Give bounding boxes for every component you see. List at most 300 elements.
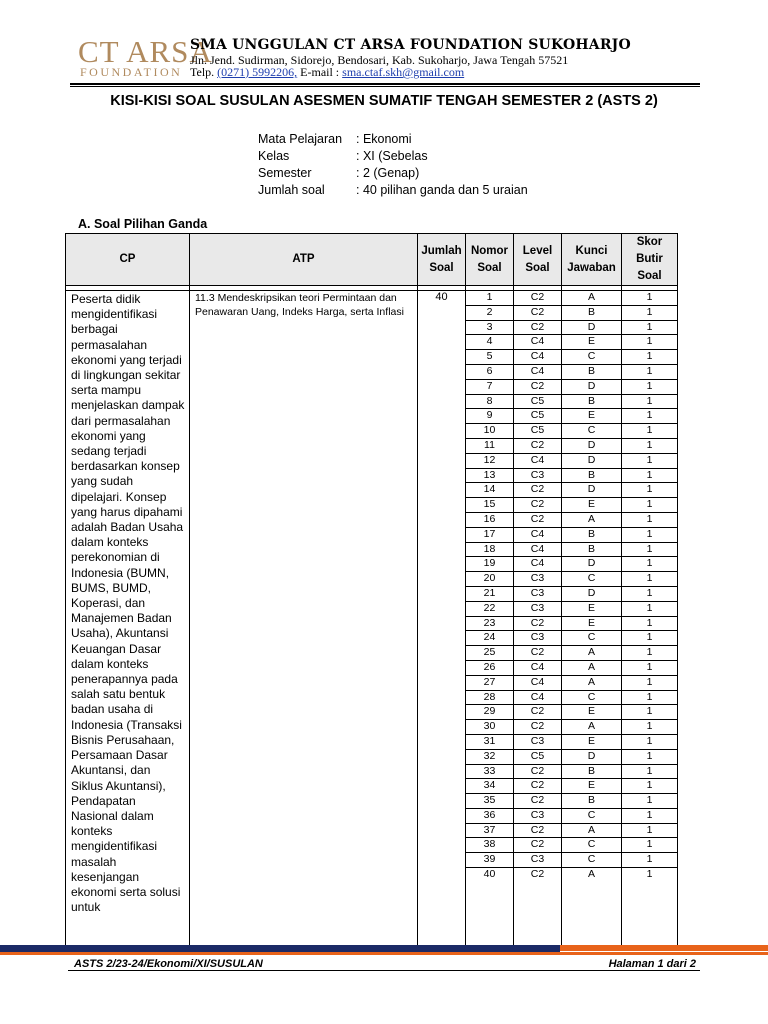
kunci-jawaban-cell: D — [562, 483, 621, 498]
skor-cell: 1 — [622, 586, 677, 601]
kunci-jawaban-cell: A — [562, 291, 621, 305]
table-row — [466, 335, 513, 350]
table-row — [622, 394, 677, 409]
table-row — [514, 498, 561, 513]
table-row — [562, 364, 621, 379]
nomor-soal-cell: 36 — [466, 808, 513, 823]
table-row — [622, 734, 677, 749]
level-soal-cell: C3 — [514, 468, 561, 483]
level-soal-cell: C3 — [514, 853, 561, 868]
atp-cell: 11.3 Mendeskripsikan teori Permintaan dan Penawaran Uang, Indeks Harga, serta Inflasi — [190, 291, 418, 947]
table-row — [562, 838, 621, 853]
kunci-jawaban-cell: D — [562, 320, 621, 335]
nomor-soal-cell: 11 — [466, 438, 513, 453]
table-row — [514, 572, 561, 587]
nomor-soal-cell: 25 — [466, 646, 513, 661]
table-row — [562, 631, 621, 646]
table-row — [562, 823, 621, 838]
header-cp: CP — [66, 234, 190, 286]
table-row — [622, 512, 677, 527]
table-row — [622, 527, 677, 542]
table-row — [622, 631, 677, 646]
level-soal-cell: C2 — [514, 794, 561, 809]
table-row — [514, 705, 561, 720]
table-row — [514, 734, 561, 749]
table-row — [562, 424, 621, 439]
nomor-soal-cell: 30 — [466, 720, 513, 735]
table-row — [562, 586, 621, 601]
table-row — [622, 291, 677, 305]
table-row — [562, 646, 621, 661]
skor-cell: 1 — [622, 394, 677, 409]
skor-cell: 1 — [622, 794, 677, 809]
table-row — [622, 838, 677, 853]
level-soal-cell: C2 — [514, 512, 561, 527]
level-soal-cell: C3 — [514, 586, 561, 601]
table-row — [562, 320, 621, 335]
jumlah-soal-cell: 40 — [418, 291, 466, 947]
table-row — [514, 291, 561, 305]
table-row — [622, 749, 677, 764]
table-row — [562, 291, 621, 305]
table-row — [466, 868, 513, 882]
nomor-soal-cell: 3 — [466, 320, 513, 335]
table-row — [562, 705, 621, 720]
table-row — [562, 690, 621, 705]
table-row — [466, 660, 513, 675]
table-row — [514, 557, 561, 572]
nomor-soal-cell: 40 — [483, 868, 496, 881]
table-row — [622, 409, 677, 424]
kunci-list — [562, 291, 621, 882]
table-row — [514, 512, 561, 527]
nomor-soal-cell: 28 — [466, 690, 513, 705]
kunci-jawaban-cell: E — [562, 409, 621, 424]
nomor-soal-cell: 31 — [466, 734, 513, 749]
kunci-column — [562, 291, 622, 947]
table-row — [622, 601, 677, 616]
table-row — [466, 468, 513, 483]
table-row — [466, 720, 513, 735]
nomor-soal-cell: 20 — [466, 572, 513, 587]
table-row — [466, 320, 513, 335]
footer-bar-thin — [0, 952, 768, 955]
level-soal-cell: C5 — [514, 394, 561, 409]
kunci-jawaban-cell: D — [562, 438, 621, 453]
table-row — [514, 868, 561, 882]
info-value: : 40 pilihan ganda dan 5 uraian — [356, 183, 528, 197]
table-row — [466, 379, 513, 394]
table-row — [562, 379, 621, 394]
info-label: Kelas — [258, 149, 290, 163]
nomor-soal-cell: 39 — [466, 853, 513, 868]
table-row — [622, 794, 677, 809]
level-soal-cell: C2 — [514, 705, 561, 720]
nomor-soal-cell: 4 — [466, 335, 513, 350]
kunci-jawaban-cell: A — [562, 660, 621, 675]
info-label: Mata Pelajaran — [258, 132, 343, 146]
info-value: : XI (Sebelas — [356, 149, 428, 163]
table-row — [466, 631, 513, 646]
skor-cell: 1 — [622, 379, 677, 394]
phone-link[interactable]: (0271) 5992206, — [217, 65, 298, 79]
table-row — [562, 453, 621, 468]
table-row — [622, 616, 677, 631]
skor-cell: 1 — [622, 838, 677, 853]
nomor-soal-cell: 29 — [466, 705, 513, 720]
table-row — [514, 646, 561, 661]
table-row — [466, 601, 513, 616]
skor-cell: 1 — [622, 409, 677, 424]
table-row — [466, 453, 513, 468]
level-soal-cell: C2 — [514, 779, 561, 794]
table-row — [514, 409, 561, 424]
table-row — [622, 720, 677, 735]
nomor-soal-cell: 24 — [466, 631, 513, 646]
skor-cell: 1 — [622, 468, 677, 483]
table-row — [466, 808, 513, 823]
kunci-jawaban-cell: C — [562, 572, 621, 587]
header-nomor-soal: Nomor Soal — [466, 234, 514, 286]
table-row — [622, 586, 677, 601]
table-row — [562, 808, 621, 823]
skor-cell: 1 — [622, 660, 677, 675]
table-row — [622, 557, 677, 572]
table-row — [622, 424, 677, 439]
nomor-soal-cell: 6 — [466, 364, 513, 379]
table-row — [466, 542, 513, 557]
kunci-jawaban-cell: B — [562, 527, 621, 542]
table-row — [466, 586, 513, 601]
kunci-jawaban-cell: B — [562, 468, 621, 483]
footer-rule — [68, 970, 700, 971]
table-row — [466, 749, 513, 764]
table-row — [622, 690, 677, 705]
table-row — [514, 364, 561, 379]
footer-bar-blue — [0, 945, 560, 952]
kunci-jawaban-cell: E — [562, 779, 621, 794]
skor-cell: 1 — [622, 424, 677, 439]
nomor-soal-cell: 10 — [466, 424, 513, 439]
cp-text: Peserta didik mengidentifikasi berbagai permasalahan ekonomi yang terjadi di lingkungan sekitar serta mampu menjelaskan dampak dari permasalahan ekonomi yang sedang terjadi berdasarkan konsep yang sudah dipelajari. Konsep yang harus dipahami adalah Badan Usaha dalam konteks perekonomian di Indonesia (BUMN, BUMS, BUMD, Koperasi, dan Manajemen Badan Usaha), Akuntansi Keuangan Dasar dalam konteks penerapannya pada salah satu bentuk badan usaha di Indonesia (Transaksi Bisnis Perusahaan, Persamaan Dasar Akuntansi, dan Siklus Akuntansi), Pendapatan Nasional dalam konteks mengidentifikasi masalah kesenjangan ekonomi serta solusi untuk — [71, 292, 185, 915]
table-row — [466, 424, 513, 439]
table-row — [466, 853, 513, 868]
table-row — [466, 705, 513, 720]
info-value: : 2 (Genap) — [356, 166, 420, 180]
level-soal-cell: C4 — [514, 350, 561, 365]
skor-cell: 1 — [622, 350, 677, 365]
table-row — [514, 483, 561, 498]
table-row — [514, 616, 561, 631]
skor-cell: 1 — [622, 572, 677, 587]
level-soal-cell: C2 — [514, 498, 561, 513]
nomor-soal-cell: 34 — [466, 779, 513, 794]
table-row — [562, 512, 621, 527]
level-soal-cell: C4 — [514, 690, 561, 705]
table-row — [514, 838, 561, 853]
skor-column — [622, 291, 678, 947]
kunci-jawaban-cell: C — [562, 690, 621, 705]
nomor-soal-cell: 16 — [466, 512, 513, 527]
table-row — [514, 749, 561, 764]
kunci-jawaban-cell: A — [562, 675, 621, 690]
level-soal-cell: C2 — [514, 483, 561, 498]
nomor-soal-cell: 33 — [466, 764, 513, 779]
email-link[interactable]: sma.ctaf.skh@gmail.com — [342, 65, 465, 79]
letterhead-rule — [70, 83, 700, 85]
level-soal-cell: C2 — [514, 720, 561, 735]
table-row — [622, 320, 677, 335]
table-row — [466, 690, 513, 705]
skor-cell: 1 — [622, 616, 677, 631]
table-row — [562, 675, 621, 690]
table-row — [466, 512, 513, 527]
skor-cell: 1 — [622, 808, 677, 823]
table-row — [466, 350, 513, 365]
kunci-jawaban-cell: D — [562, 379, 621, 394]
question-grid — [65, 233, 678, 947]
nomor-soal-cell: 37 — [466, 823, 513, 838]
nomor-soal-cell: 9 — [466, 409, 513, 424]
level-soal-cell: C5 — [514, 424, 561, 439]
table-row — [466, 557, 513, 572]
kunci-jawaban-cell: E — [562, 705, 621, 720]
table-row — [622, 572, 677, 587]
kunci-jawaban-cell: C — [562, 424, 621, 439]
skor-cell: 1 — [622, 720, 677, 735]
kunci-jawaban-cell: C — [562, 838, 621, 853]
table-row — [622, 364, 677, 379]
info-row — [258, 182, 528, 199]
table-row — [514, 823, 561, 838]
skor-cell: 1 — [646, 868, 653, 881]
school-address: Jln. Jend. Sudirman, Sidorejo, Bendosari, Kab. Sukoharjo, Jawa Tengah 57521 — [190, 53, 569, 67]
table-row — [622, 350, 677, 365]
table-row — [514, 601, 561, 616]
level-soal-cell: C5 — [514, 749, 561, 764]
nomor-soal-cell: 15 — [466, 498, 513, 513]
header-kunci-jawaban: Kunci Jawaban — [562, 234, 622, 286]
table-row — [514, 379, 561, 394]
table-row — [514, 779, 561, 794]
table-row — [514, 453, 561, 468]
table-row — [466, 394, 513, 409]
nomor-soal-cell: 17 — [466, 527, 513, 542]
table-row — [514, 468, 561, 483]
logo-subtitle: FOUNDATION — [80, 65, 183, 79]
table-row — [622, 498, 677, 513]
table-row — [514, 794, 561, 809]
table-row — [562, 764, 621, 779]
kunci-jawaban-cell: A — [562, 823, 621, 838]
table-row — [466, 779, 513, 794]
skor-cell: 1 — [622, 305, 677, 320]
kunci-jawaban-cell: A — [562, 646, 621, 661]
table-row — [514, 394, 561, 409]
table-row — [466, 616, 513, 631]
table-row — [622, 305, 677, 320]
info-value: : Ekonomi — [356, 132, 412, 146]
table-row — [514, 305, 561, 320]
table-row — [562, 498, 621, 513]
info-row — [258, 131, 528, 148]
table-row — [622, 764, 677, 779]
table-row — [466, 572, 513, 587]
skor-cell: 1 — [622, 853, 677, 868]
phone-label: Telp. — [190, 65, 215, 79]
nomor-column — [466, 291, 514, 947]
info-label: Semester — [258, 166, 312, 180]
level-soal-cell: C2 — [514, 379, 561, 394]
skor-cell: 1 — [622, 601, 677, 616]
skor-cell: 1 — [622, 320, 677, 335]
level-soal-cell: C2 — [514, 823, 561, 838]
table-row — [562, 350, 621, 365]
level-column — [514, 291, 562, 947]
skor-cell: 1 — [622, 527, 677, 542]
skor-cell: 1 — [622, 498, 677, 513]
skor-cell: 1 — [622, 705, 677, 720]
kunci-jawaban-cell: B — [562, 364, 621, 379]
kunci-jawaban-cell: D — [562, 586, 621, 601]
logo-wordmark: CT ARSA — [78, 34, 213, 69]
skor-cell: 1 — [622, 779, 677, 794]
kunci-jawaban-cell: D — [562, 453, 621, 468]
nomor-soal-cell: 7 — [466, 379, 513, 394]
nomor-soal-cell: 13 — [466, 468, 513, 483]
level-soal-cell: C4 — [514, 364, 561, 379]
footer-bar-orange — [560, 945, 768, 951]
table-row — [466, 675, 513, 690]
table-row — [514, 438, 561, 453]
level-soal-cell: C4 — [514, 453, 561, 468]
kunci-jawaban-cell: E — [562, 498, 621, 513]
table-row — [466, 764, 513, 779]
table-row — [562, 749, 621, 764]
level-soal-cell: C2 — [514, 291, 561, 305]
table-row — [622, 646, 677, 661]
table-row — [562, 438, 621, 453]
skor-cell: 1 — [622, 764, 677, 779]
table-row — [514, 527, 561, 542]
table-row — [514, 853, 561, 868]
nomor-soal-cell: 19 — [466, 557, 513, 572]
table-row — [466, 498, 513, 513]
kunci-jawaban-cell: A — [562, 512, 621, 527]
table-row — [562, 557, 621, 572]
kunci-jawaban-cell: B — [562, 305, 621, 320]
level-soal-cell: C3 — [514, 572, 561, 587]
skor-cell: 1 — [622, 291, 677, 305]
table-row — [514, 675, 561, 690]
table-row — [562, 779, 621, 794]
skor-cell: 1 — [622, 823, 677, 838]
nomor-soal-cell: 12 — [466, 453, 513, 468]
table-row — [562, 868, 621, 882]
kunci-jawaban-cell: C — [562, 808, 621, 823]
kunci-jawaban-cell: E — [562, 335, 621, 350]
info-label: Jumlah soal — [258, 183, 325, 197]
table-row — [514, 660, 561, 675]
kunci-jawaban-cell: B — [562, 542, 621, 557]
skor-cell: 1 — [622, 749, 677, 764]
nomor-soal-cell: 8 — [466, 394, 513, 409]
level-soal-cell: C2 — [530, 868, 545, 881]
nomor-soal-cell: 38 — [466, 838, 513, 853]
table-row — [562, 616, 621, 631]
table-row — [562, 483, 621, 498]
table-row — [562, 853, 621, 868]
kunci-jawaban-cell: B — [562, 394, 621, 409]
level-soal-cell: C4 — [514, 335, 561, 350]
table-row — [466, 483, 513, 498]
table-row — [466, 838, 513, 853]
cp-cell — [66, 291, 190, 947]
level-soal-cell: C3 — [514, 631, 561, 646]
level-list — [514, 291, 561, 882]
level-soal-cell: C2 — [514, 646, 561, 661]
kunci-jawaban-cell: A — [587, 868, 595, 881]
nomor-soal-cell: 32 — [466, 749, 513, 764]
table-row — [622, 483, 677, 498]
kunci-jawaban-cell: D — [562, 557, 621, 572]
level-soal-cell: C3 — [514, 601, 561, 616]
kunci-jawaban-cell: E — [562, 734, 621, 749]
level-soal-cell: C2 — [514, 764, 561, 779]
nomor-soal-cell: 2 — [466, 305, 513, 320]
kunci-jawaban-cell: C — [562, 853, 621, 868]
nomor-soal-cell: 14 — [466, 483, 513, 498]
footer-page-number: Halaman 1 dari 2 — [608, 958, 696, 970]
kunci-jawaban-cell: B — [562, 794, 621, 809]
skor-cell: 1 — [622, 631, 677, 646]
skor-cell: 1 — [622, 335, 677, 350]
table-row — [514, 764, 561, 779]
skor-cell: 1 — [622, 542, 677, 557]
table-row — [466, 409, 513, 424]
table-row — [514, 720, 561, 735]
level-soal-cell: C4 — [514, 542, 561, 557]
kunci-jawaban-cell: E — [562, 616, 621, 631]
header-jumlah-soal: Jumlah Soal — [418, 234, 466, 286]
table-row — [562, 794, 621, 809]
nomor-soal-cell: 23 — [466, 616, 513, 631]
nomor-soal-cell: 21 — [466, 586, 513, 601]
table-row — [466, 823, 513, 838]
table-row — [466, 305, 513, 320]
table-row — [466, 291, 513, 305]
footer-document-code: ASTS 2/23-24/Ekonomi/XI/SUSULAN — [74, 958, 263, 970]
table-row — [622, 542, 677, 557]
level-soal-cell: C2 — [514, 838, 561, 853]
header-atp: ATP — [190, 234, 418, 286]
skor-cell: 1 — [622, 364, 677, 379]
level-soal-cell: C4 — [514, 675, 561, 690]
school-name: SMA UNGGULAN CT ARSA FOUNDATION SUKOHARJO — [190, 37, 631, 53]
skor-cell: 1 — [622, 690, 677, 705]
table-row — [466, 646, 513, 661]
level-soal-cell: C3 — [514, 734, 561, 749]
table-row — [622, 675, 677, 690]
table-row — [514, 631, 561, 646]
table-row — [562, 468, 621, 483]
level-soal-cell: C2 — [514, 616, 561, 631]
info-row — [258, 165, 528, 182]
skor-cell: 1 — [622, 646, 677, 661]
table-row — [514, 586, 561, 601]
table-row — [562, 572, 621, 587]
document-title: KISI-KISI SOAL SUSULAN ASESMEN SUMATIF TENGAH SEMESTER 2 (ASTS 2) — [110, 93, 658, 109]
